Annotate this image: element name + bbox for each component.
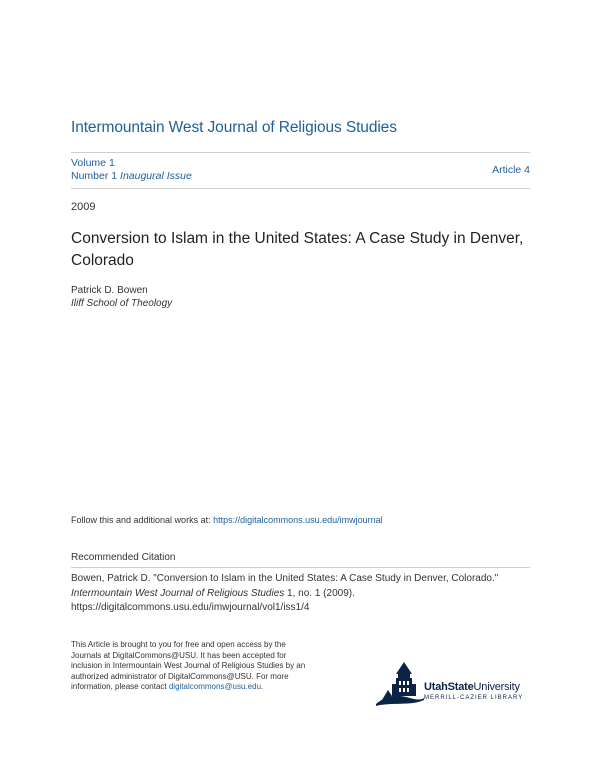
access-notice <box>71 640 311 693</box>
logo-text[interactable] <box>424 681 524 701</box>
divider <box>71 567 530 568</box>
follow-label: Follow this and additional works at: <box>71 515 214 525</box>
citation-journal-line <box>71 587 541 602</box>
contact-email-link[interactable]: digitalcommons@usu.edu <box>168 682 262 692</box>
follow-line <box>71 515 383 525</box>
citation-text <box>71 572 541 616</box>
issue-name: Inaugural Issue <box>120 169 192 182</box>
logo-university <box>424 681 520 693</box>
citation-issue: 1, no. 1 (2009). <box>284 587 355 599</box>
divider <box>71 152 530 153</box>
logo-university-bold: UtahState <box>424 681 474 693</box>
recommended-citation-heading: Recommended Citation <box>71 552 176 563</box>
article-title: Conversion to Islam in the United States: A Case Study in Denver, Colorado <box>71 230 524 269</box>
volume-info[interactable] <box>71 157 192 182</box>
citation-line: Bowen, Patrick D. "Conversion to Islam in the United States: A Case Study in Denver, Colorado." <box>71 573 499 584</box>
citation-url: https://digitalcommons.usu.edu/imwjournal/vol1/iss1/4 <box>71 602 310 613</box>
notice-end: . <box>261 682 264 692</box>
logo-library: MERRILL-CAZIER LIBRARY <box>424 695 524 701</box>
volume-label[interactable]: Volume 1 <box>71 157 115 169</box>
divider <box>71 188 530 189</box>
author-block <box>71 284 172 310</box>
publication-year: 2009 <box>71 201 96 213</box>
author-name: Patrick D. Bowen <box>71 285 148 296</box>
notice-text: This Article is brought to you for free and open access by the Journals at DigitalCommons@USU. It has been accepted for inclusion in Intermountain West Journal of Religious Studies by an authorized administrator of DigitalCommons@USU. For more information, please contact <box>71 640 306 692</box>
citation-journal: Intermountain West Journal of Religious Studies <box>71 587 285 599</box>
article-number-link[interactable]: Article 4 <box>492 164 530 176</box>
number-label: Number 1 <box>71 169 118 182</box>
author-affiliation: Iliff School of Theology <box>71 298 173 309</box>
journal-title[interactable]: Intermountain West Journal of Religious Studies <box>71 119 397 136</box>
issue-label[interactable] <box>71 170 192 183</box>
follow-link[interactable]: https://digitalcommons.usu.edu/imwjournal <box>213 515 383 525</box>
logo-university-regular: University <box>473 681 520 693</box>
